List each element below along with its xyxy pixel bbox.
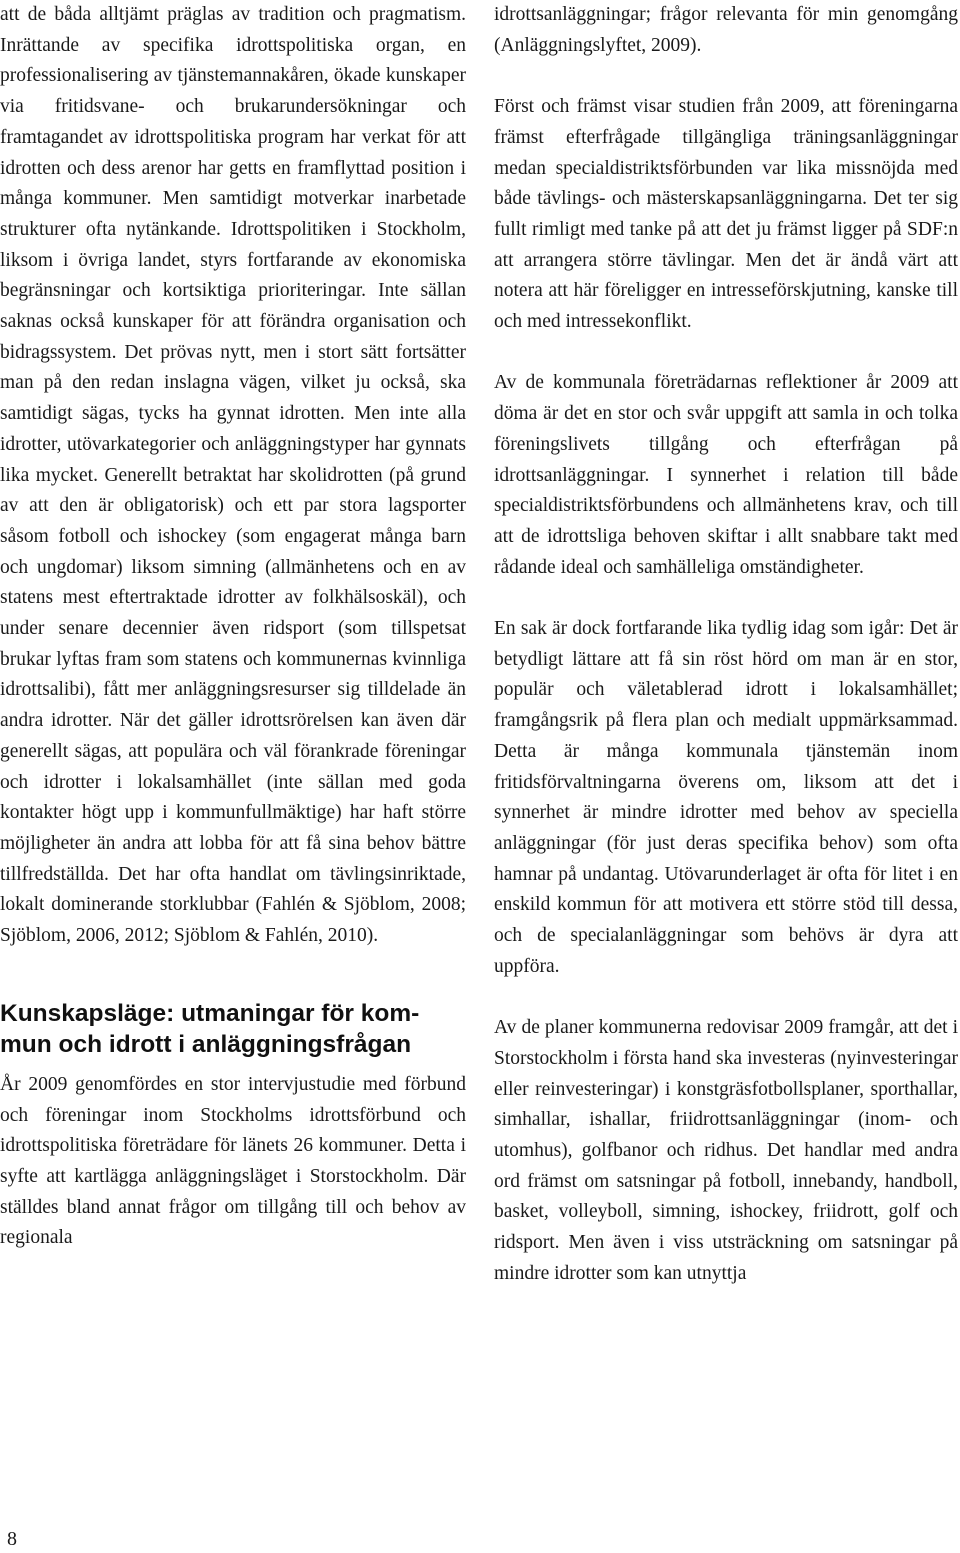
body-paragraph: Av de kommunala företrädarnas reflektioner år 2009 att döma är det en stor och svår uppgift att samla in och tolka föreningslivets tillgång och efterfrågan på idrottsanläggningar. I synnerhet i relation till både specialdistriktsförbundens och allmänhetens krav, och till att de idrottsliga behoven skiftar i allt snabbare takt med rådande ideal och samhälleliga omständigheter. bbox=[494, 372, 958, 578]
section-heading: Kunskapsläge: utmaningar för kommun och idrott i anläggningsfrågan bbox=[0, 999, 420, 1058]
left-column bbox=[0, 0, 466, 1254]
right-column bbox=[494, 0, 958, 1289]
body-paragraph: År 2009 genomfördes en stor intervjustudie med förbund och föreningar inom Stockholms idrottsförbund och idrottspolitiska företrädare för länets 26 kommuner. Detta i syfte att kartlägga anläggningsläget i Storstockholm. Där ställdes bland annat frågor om tillgång till och behov av regionala bbox=[0, 1073, 466, 1249]
body-paragraph: Först och främst visar studien från 2009, att föreningarna främst efterfrågade tillgängliga träningsanläggningar medan specialdistriktsförbunden var lika missnöjda med både tävlings- och mästerskapsanläggningarna. Det ter sig fullt rimligt med tanke på att det ju främst ligger på SDF:n att arrangera större tävlingar. Men det är ändå värt att notera att här föreligger en intresseförskjutning, kanske till och med intressekonflikt. bbox=[494, 96, 958, 333]
body-paragraph: Av de planer kommunerna redovisar 2009 framgår, att det i Storstockholm i första hand ska investeras (nyinvesteringar eller reinvesteringar) i konstgräsfotbollsplaner, sporthallar, simhallar, ishallar, friidrottsanläggningar (inom- och utomhus), golfbanor och ridhus. Det handlar med andra ord främst om satsningar på fotboll, innebandy, handboll, basket, volleyboll, simning, ishockey, friidrott, golf och ridsport. Men även i viss utsträckning om satsningar på mindre idrotter som kan utnyttja bbox=[494, 1017, 958, 1284]
page-number: 8 bbox=[7, 1528, 17, 1550]
body-paragraph: idrottsanläggningar; frågor relevanta för min genomgång (Anläggningslyftet, 2009). bbox=[494, 4, 958, 56]
body-paragraph: att de båda alltjämt präglas av tradition och pragmatism. Inrättande av specifika idrottspolitiska organ, en professionalisering av tjänstemannakåren, ökade kunskaper via fritidsvane- och brukarundersökningar och framtagandet av idrottspolitiska program har verkat för att idrotten och dess arenor har getts en framflyttad position i många kommuner. Men samtidigt motverkar inarbetade strukturer ofta nytänkande. Idrottspolitiken i Stockholm, liksom i övriga landet, styrs fortfarande av ekonomiska begränsningar och kortsiktiga prioriteringar. Inte sällan saknas också kunskaper för att förändra organisation och bidragssystem. Det prövas nytt, men i stort sätt fortsätter man på den redan inslagna vägen, vilket ju också, ska samtidigt sägas, tycks ha gynnat idrotten. Men inte alla idrotter, utövarkategorier och anläggningstyper har gynnats lika mycket. Generellt betraktat har skolidrotten (på grund av att den är obligatorisk) och ett par stora lagsporter såsom fotboll och ishockey (som engagerat många barn och ungdomar) liksom simning (allmänhetens och en av statens mest eftertraktade idrotter av folkhälsoskäl), och under senare decennier även ridsport (som tillspetsat brukar lyftas fram som statens och kommunernas kvinnliga idrottsalibi), fått mer anläggningsresurser sig tilldelade än andra idrotter. När det gäller idrottsrörelsen kan även där generellt sägas, att populära och väl förankrade föreningar och idrotter i lokalsamhället (inte sällan med goda kontakter högt upp i kommunfullmäktige) har haft större möjligheter än andra att lobba för att få sina behov bättre tillfredställda. Det har ofta handlat om tävlingsinriktade, lokalt dominerande storklubbar (Fahlén & Sjöblom, 2008; Sjöblom, 2006, 2012; Sjöblom & Fahlén, 2010). bbox=[0, 4, 466, 947]
body-paragraph: En sak är dock fortfarande lika tydlig idag som igår: Det är betydligt lättare att få sin röst hörd om man är en stor, populär och väletablerad idrott i lokalsamhället; framgångsrik på flera plan och medialt uppmärksammad. Detta är många kommunala tjänstemän inom fritidsförvaltningarna överens om, liksom att det i synnerhet är mindre idrotter med behov av speciella anläggningar (för just deras specifika behov) som ofta hamnar på undantag. Utövarunderlaget är ofta för litet i en enskild kommun för att motivera ett större stöd till dessa, och de specialanläggningar som behövs är dyra att uppföra. bbox=[494, 618, 958, 977]
